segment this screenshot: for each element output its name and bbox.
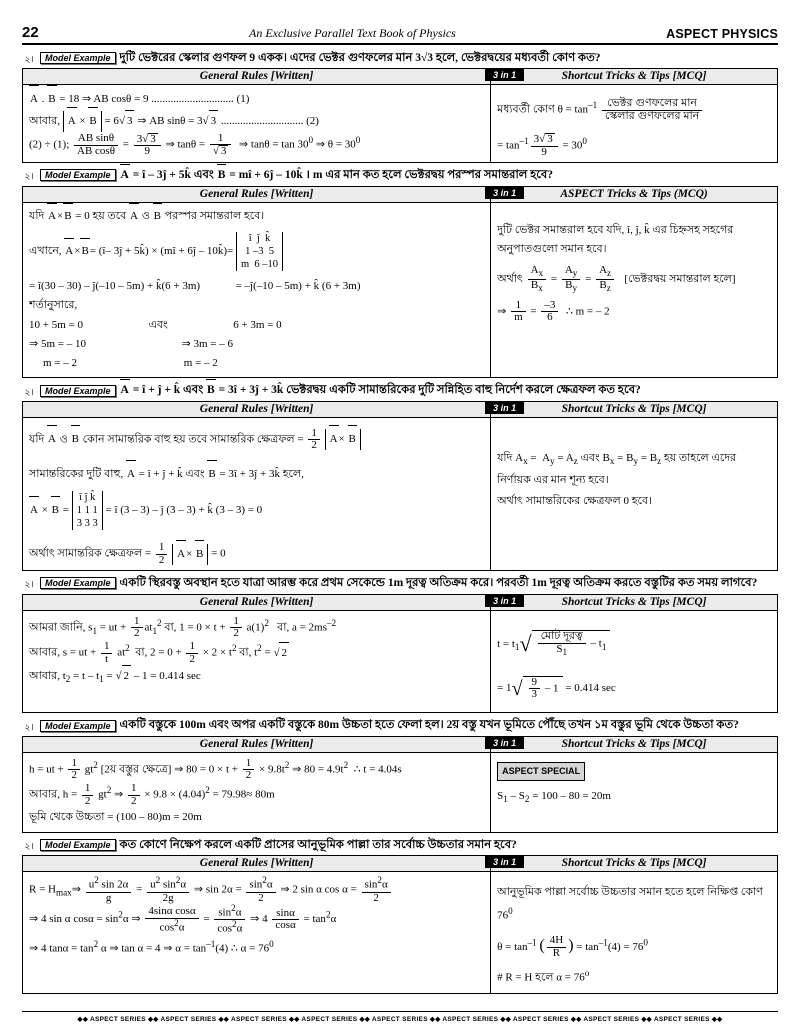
math-line: যদি A×B = 0 হয় তবে A ও B পরস্পর সমান্তরাল হবে। — [29, 207, 484, 226]
page-number: 22 — [22, 24, 39, 41]
shortcut-header — [491, 401, 778, 417]
question-line-1 — [22, 51, 778, 65]
question-line-5 — [22, 718, 778, 732]
question-marker-icon: ২। — [24, 841, 34, 852]
shortcut-body-5 — [491, 752, 778, 832]
shortcut-body-3 — [491, 417, 778, 570]
math-line: আনুভূমিক পাল্লা সর্বোচ্চ উচ্চতার সমান হতে হলে নিক্ষিপ্ত কোণ $76^0$ — [497, 886, 763, 922]
shortcut-header — [491, 736, 778, 752]
question-line-6 — [22, 838, 778, 852]
math-line: # R = H হলে $\alpha = 76^o$ — [497, 968, 590, 984]
math-line: $\theta = \tan^{-1}$ ( $\frac{4H}{R}$ ) = $\tan^{-1}(4) = 76^0$ — [497, 934, 648, 959]
content-block-4 — [22, 594, 778, 714]
content-block-3 — [22, 401, 778, 571]
block-header-row — [23, 69, 778, 85]
general-rules-body-3 — [23, 417, 491, 570]
math-line: $t = t_1√$ $\frac{\text{মোট দূরত্ব}}{S_1}$ – $t_1$ — [497, 623, 771, 665]
question-line-3 — [22, 383, 778, 397]
question-line-2 — [22, 168, 778, 182]
math-line: যদি $A_x = A_y = A_z$ এবং $B_x = B_y = B_z$ হয় তাহলে এদের নির্ণায়ক এর মান শূন্য হবে। — [497, 451, 737, 487]
badge-3in1: 3 in 1 — [485, 856, 524, 868]
general-rules-header: General Rules [Written] — [23, 856, 491, 872]
book-title: An Exclusive Parallel Text Book of Physics — [248, 26, 456, 40]
math-line: ⇒ 4 sin α $\cos\alpha = \sin^2\alpha$ ⇒ $\frac{\text{4sinα cosα}}{\cos^2\alpha}$ = $\frac{\sin^2\alpha}{\cos^2\alpha}$ ⇒ 4 $\frac{\sin\alpha}{\cos\alpha}$ = $\tan^2\alpha$ — [29, 903, 337, 936]
model-example-badge: Model Example — [40, 385, 116, 397]
block-header-row — [23, 401, 778, 417]
math-line: ⇒ 5m = – 10 ⇒ 3m = – 6 — [29, 337, 233, 350]
aspect-special-badge-wrap — [497, 761, 771, 782]
math-line: আমরা জানি, $s_1$ = ut + $\frac{1}{2}$ $at_1^2$ বা, 1 = 0 × t + $\frac{1}{2}$ $a(1)^2$ বা, $a = 2ms^{-2}$ — [29, 614, 337, 640]
badge-3in1: 3 in 1 — [485, 187, 524, 199]
general-rules-header: General Rules [Written] — [23, 69, 491, 85]
general-rules-body-1 — [23, 85, 491, 163]
math-line: = $\tan^{-1}$ $\frac{3√ 3}{9}$ = $30^0$ — [497, 133, 587, 158]
aspect-tricks-body-2 — [491, 202, 778, 378]
math-line: আবার, A × B = 6√ 3 ⇒ AB sinθ = 3√ 3 .............................. (2) — [29, 110, 484, 132]
general-rules-body-2 — [23, 202, 491, 378]
aspect-tricks-label: ASPECT Tricks & Tips (MCQ) — [560, 187, 708, 200]
general-rules-body-6 — [23, 872, 491, 993]
question-marker-icon: ২। — [24, 171, 34, 182]
math-line: A × B = î ĵ k̂ 1 1 1 3 3 3 = î (3 – 3) – ĵ (3 – 3) + k̂ (3 – 3) = 0 — [30, 491, 263, 530]
model-example-badge: Model Example — [40, 169, 116, 181]
math-line: যদি A ও B কোন সামান্তরিক বাহু হয় তবে সামান্তরিক ক্ষেত্রফল = $\frac{1}{2}$ A× B — [29, 428, 484, 452]
math-line: h = ut + $\frac{1}{2}$ $gt^2$ [2য় বস্তুর ক্ষেত্রে] ⇒ 80 = 0 × t + $\frac{1}{2}$ × $9.8t^2$ ⇒ $80 = 4.9t^2$ ∴ t = 4.04s — [29, 756, 402, 782]
badge-3in1: 3 in 1 — [485, 737, 524, 749]
shortcut-header — [491, 856, 778, 872]
math-line: অর্থাৎ $\frac{A_x}{B_x}$ = $\frac{A_y}{B_y}$ = $\frac{A_z}{B_z}$ [ভেক্টরদ্বয় সমান্তরাল হলে] — [497, 264, 736, 294]
general-rules-body-4 — [23, 610, 491, 713]
math-line: আবার, s = ut + $\frac{1}{t}$ $at^2$ বা, 2 = 0 + $\frac{1}{2}$ × $2 \times t^2$ বা, $t^2$ = √ 2 — [29, 640, 287, 665]
question-line-4 — [22, 576, 778, 590]
math-line: = î(30 – 30) – ĵ(–10 – 5m) + k̂(6 + 3m) = –ĵ(–10 – 5m) + k̂ (6 + 3m) — [29, 280, 361, 293]
math-line: শর্তানুসারে, — [29, 299, 78, 312]
math-line: A . B = 18 ⇒ AB cosθ = 9 .............................. (1) — [29, 89, 484, 110]
model-example-badge: Model Example — [40, 839, 116, 851]
shortcut-body-1 — [491, 85, 778, 163]
footer-strip: ◆◆ ASPECT SERIES ◆◆ ASPECT SERIES ◆◆ ASPECT SERIES ◆◆ ASPECT SERIES ◆◆ ASPECT SERIES ◆◆ ASPECT SERIES ◆◆ ASPECT SERIES ◆◆ ASPECT SERIES ◆◆ ASPECT SERIES ◆◆ — [77, 1016, 723, 1023]
math-line: অর্থাৎ সামান্তরিক ক্ষেত্রফল = $\frac{1}{2}$ A× B = 0 — [29, 541, 226, 566]
math-line: আবার, h = $\frac{1}{2}$ $gt^2$ ⇒ $\frac{1}{2}$ × $9.8 \times (4.04)^2 = 79.98\approx 80m$ — [29, 782, 275, 807]
content-block-5 — [22, 736, 778, 833]
math-line: 10 + 5m = 0 এবং 6 + 3m = 0 — [29, 318, 282, 331]
shortcut-header — [491, 69, 778, 85]
math-line: আবার, $t_2 = t - t_1$ = √ 2 – 1 = 0.414 sec — [29, 665, 484, 689]
math-line: অর্থাৎ সামান্তরিকের ক্ষেত্রফল 0 হবে। — [497, 495, 652, 508]
question-text: দুটি ভেক্টরের স্কেলার গুণফল 9 একক। এদের ভেক্টর গুণফলের মান 3√3 হলে, ভেক্টরদ্বয়ের মধ্যবর্তী কোণ কত? — [119, 52, 601, 64]
math-line: ⇒ 4 $\tan\alpha = \tan^2 \alpha$ ⇒ tan α = 4 ⇒ $\alpha = \tan^{-1}(4)$ ∴ $\alpha = 76^0$ — [29, 938, 274, 955]
badge-3in1: 3 in 1 — [485, 402, 524, 414]
general-rules-body-5 — [23, 752, 491, 832]
block-header-row — [23, 856, 778, 872]
brand-title: ASPECT PHYSICS — [666, 27, 778, 41]
question-marker-icon: ২। — [24, 386, 34, 397]
math-line: $S_1 - S_2 = 100 - 80 = 20m$ — [497, 789, 611, 804]
math-line: m = – 2 m = – 2 — [43, 357, 218, 370]
question-marker-icon: ২। — [24, 54, 34, 65]
content-block-1 — [22, 68, 778, 163]
block-header-row — [23, 594, 778, 610]
shortcut-body-6 — [491, 872, 778, 993]
math-line: মধ্যবর্তী কোণ $\theta = \tan^{-1}$ $\frac{\text{ভেক্টর গুণফলের মান}}{\text{স্কেলার গুণফলের মান}}$ — [497, 97, 771, 122]
model-example-badge: Model Example — [40, 577, 116, 589]
math-line: = 1√ $\frac{9}{3}$ – 1 = 0.414 sec — [497, 675, 616, 701]
content-block-2 — [22, 186, 778, 379]
aspect-tricks-header — [491, 186, 778, 202]
model-example-badge: Model Example — [40, 720, 116, 732]
question-marker-icon: ২। — [24, 579, 34, 590]
shortcut-header-label: Shortcut Tricks & Tips [MCQ] — [561, 857, 707, 870]
shortcut-header-label: Shortcut Tricks & Tips [MCQ] — [561, 595, 707, 608]
page-footer — [22, 1011, 778, 1023]
math-line: (2) ÷ (1); $\frac{\text{AB sinθ}}{\text{AB cosθ}}$ = $\frac{3√ 3}{9}$ ⇒ tanθ = $\frac{1}{√ 3}$ ⇒ $\tan\theta = \tan 30^0$ ⇒ $\theta = 30^0$ — [29, 131, 361, 158]
shortcut-header-label: Shortcut Tricks & Tips [MCQ] — [561, 402, 707, 415]
math-line: ভূমি থেকে উচ্চতা = (100 – 80)m = 20m — [29, 811, 202, 824]
question-text: A = î – 3ĵ + 5k̂ এবং B = mî + 6ĵ – 10k̂ । m এর মান কত হলে ভেক্টরদ্বয় পরস্পর সমান্তরাল হবে? — [120, 169, 554, 182]
shortcut-header-label: Shortcut Tricks & Tips [MCQ] — [561, 70, 707, 83]
general-rules-header: General Rules [Written] — [23, 401, 491, 417]
shortcut-header-label: Shortcut Tricks & Tips [MCQ] — [561, 737, 707, 750]
shortcut-header — [491, 594, 778, 610]
block-header-row — [23, 736, 778, 752]
math-line: ⇒ $\frac{1}{m}$ = $\frac{-3}{6}$ ∴ m = – 2 — [497, 298, 610, 324]
math-line: সামান্তরিকের দুটি বাহু, A = î + ĵ + k̂ এবং B = 3î + 3ĵ + 3k̂ হলে, — [29, 464, 484, 485]
model-example-badge: Model Example — [40, 52, 116, 64]
question-text: কত কোণে নিক্ষেপ করলে একটি প্রাসের আনুভূমিক পাল্লা তার সর্বোচ্চ উচ্চতার সমান হবে? — [119, 839, 517, 852]
block-header-row — [23, 186, 778, 202]
question-text: একটি স্থিরবস্তু অবস্থান হতে যাত্রা আরম্ভ করে প্রথম সেকেন্ডে 1m দূরত্ব অতিক্রম করে। পরবর্তী 1m দূরত্ব অতিক্রম করতে বস্তুটির কত সময় লাগবে? — [119, 577, 758, 590]
question-marker-icon: ২। — [24, 721, 34, 732]
general-rules-header: General Rules [Written] — [23, 186, 491, 202]
general-rules-header: General Rules [Written] — [23, 736, 491, 752]
page-header — [22, 24, 778, 45]
badge-3in1: 3 in 1 — [485, 69, 524, 81]
shortcut-body-4 — [491, 610, 778, 713]
math-line: $R = H_{max}\Rightarrow$ $\frac{u^2 \sin 2\alpha}{g}$ = $\frac{u^2 \sin^2\alpha}{2g}$ ⇒ sin 2α = $\frac{\sin^2\alpha}{2}$ ⇒ 2 sin α cos α = $\frac{\sin^2\alpha}{2}$ — [29, 876, 484, 904]
general-rules-header: General Rules [Written] — [23, 594, 491, 610]
math-line: এখানে, A×B= (î– 3ĵ + 5k̂) × (mî + 6ĵ – 10k̂)= î ĵ k̂ 1 –3 5 m 6 –10 — [29, 232, 484, 271]
question-text: A = î + ĵ + k̂ এবং B = 3î + 3ĵ + 3k̂ ভেক্টরদ্বয় একটি সামান্তরিকের দুটি সন্নিহিত বাহু নির্দেশ করলে ক্ষেত্রফল কত হবে? — [120, 384, 641, 397]
question-text: একটি বস্তুকে 100m এবং অপর একটি বস্তুকে 80m উচ্চতা হতে ফেলা হল। 2য় বস্তু যখন ভূমিতে পৌঁছে তখন ১ম বস্তুর ভূমি থেকে উচ্চতা কত? — [119, 719, 739, 732]
math-line: দুটি ভেক্টর সমান্তরাল হবে যদি, î, ĵ, k̂ এর চিহ্নসহ সহগের অনুপাতগুলো সমান হবে। — [497, 223, 734, 255]
content-block-6 — [22, 855, 778, 993]
aspect-special-badge: ASPECT SPECIAL — [497, 762, 585, 781]
badge-3in1: 3 in 1 — [485, 595, 524, 607]
